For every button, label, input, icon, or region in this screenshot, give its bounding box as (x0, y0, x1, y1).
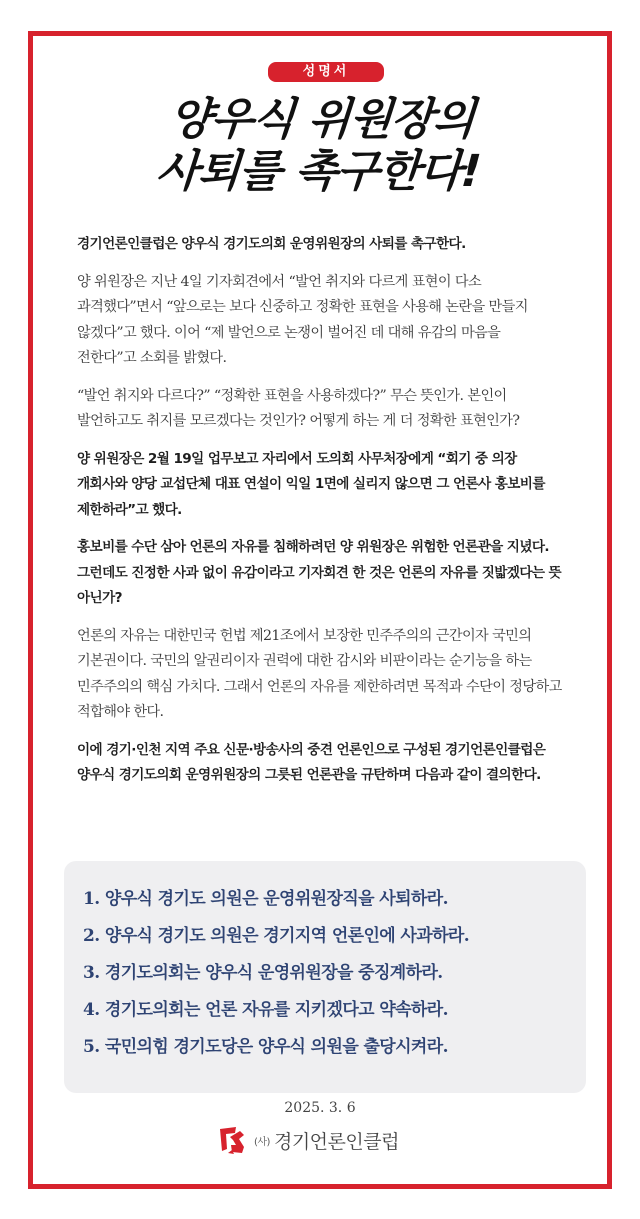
paragraph: “발언 취지와 다르다?” “정확한 표현을 사용하겠다?” 무슨 뜻인가. 본인이 발언하고도 취지를 모르겠다는 것인가? 어떻게 하는 게 더 정확한 표현인가? (77, 387, 520, 429)
resolution-item: 4. 경기도의회는 언론 자유를 지키겠다고 약속하라. (83, 1000, 448, 1020)
paragraph-emphasis: 양 위원장은 2월 19일 업무보고 자리에서 도의회 사무처장에게 “회기 중 의장 개회사와 양당 교섭단체 대표 연설이 익일 1면에 실리지 않으면 그 언론사 홍보비를 제한하라”고 했다. (77, 450, 545, 518)
statement-badge: 성명서 (268, 62, 384, 82)
paragraph-lead: 경기언론인클럽은 양우식 경기도의회 운영위원장의 사퇴를 촉구한다. (77, 236, 466, 252)
resolutions-box (64, 861, 586, 1093)
paragraph: 양 위원장은 지난 4일 기자회견에서 “발언 취지와 다르게 표현이 다소 과격했다”면서 “앞으로는 보다 신중하고 정확한 표현을 사용해 논란을 만들지 않겠다”고 했다. 이어 “제 발언으로 논쟁이 벌어진 데 대해 유감의 마음을 전한다”고 소회를 밝혔다. (77, 273, 528, 366)
paragraph-emphasis: 홍보비를 수단 삼아 언론의 자유를 침해하려던 양 위원장은 위험한 언론관을 지녔다. 그런데도 진정한 사과 없이 유감이라고 기자회견 한 것은 언론의 자유를 짓밟겠다는 뜻 아닌가? (77, 539, 562, 606)
resolution-item: 2. 양우식 경기도 의원은 경기지역 언론인에 사과하라. (83, 926, 470, 946)
resolution-item: 1. 양우식 경기도 의원은 운영위원장직을 사퇴하라. (83, 889, 448, 909)
title-line-1: 양우식 위원장의 (167, 94, 477, 145)
organization-signature (218, 1124, 399, 1156)
paragraph-resolution-intro: 이에 경기·인천 지역 주요 신문·방송사의 중견 언론인으로 구성된 경기언론인클럽은 양우식 경기도의회 운영위원장의 그릇된 언론관을 규탄하며 다음과 같이 결의한다. (77, 741, 546, 783)
page-title (29, 94, 610, 198)
org-prefix: (사) (254, 1136, 270, 1148)
statement-date: 2025. 3. 6 (284, 1100, 356, 1116)
resolution-item: 3. 경기도의회는 양우식 운영위원장을 중징계하라. (83, 963, 443, 983)
club-logo-icon (218, 1125, 246, 1155)
title-line-2: 사퇴를 촉구한다! (154, 146, 482, 197)
resolutions-list (64, 861, 586, 1066)
org-name: 경기언론인클럽 (273, 1130, 399, 1153)
paragraph: 언론의 자유는 대한민국 헌법 제21조에서 보장한 민주주의의 근간이자 국민의 기본권이다. 국민의 알권리이자 권력에 대한 감시와 비판이라는 순기능을 하는 민주주의의 핵심 가치다. 그래서 언론의 자유를 제한하려면 목적과 수단이 정당하고 적합해야 한다. (77, 627, 562, 720)
resolution-item: 5. 국민의힘 경기도당은 양우식 의원을 출당시켜라. (83, 1037, 448, 1057)
statement-frame (28, 31, 612, 1189)
statement-body (77, 232, 563, 801)
